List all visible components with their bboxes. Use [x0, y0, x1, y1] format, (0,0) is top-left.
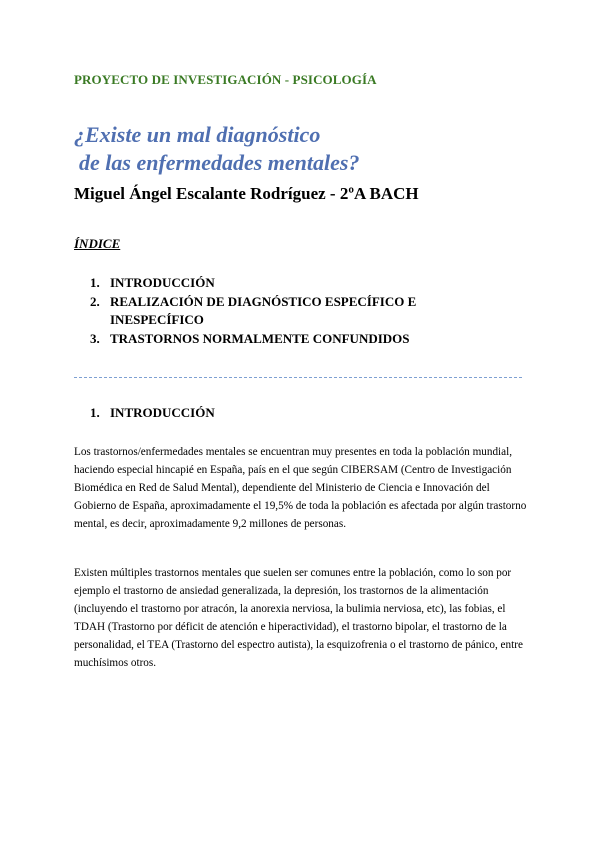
intro-paragraph-2: Existen múltiples trastornos mentales que suelen ser comunes entre la población, como lo son por ejemplo el trastorno de ansiedad generalizada, la depresión, los trastornos de la alimentación (incluyendo el trastorno por atracón, la anorexia nerviosa, la bulimia nerviosa, etc), las fobias, el TDAH (Trastorno por déficit de atención e hiperactividad), el trastorno bipolar, el trastorno de la personalidad, el TEA (Trastorno del espectro autista), la esquizofrenia o el trastorno de pánico, entre muchísimos otros.	[74, 567, 523, 670]
index-item-label	[110, 293, 416, 330]
index-item-label: TRASTORNOS NORMALMENTE CONFUNDIDOS	[110, 330, 410, 346]
section-title: INTRODUCCIÓN	[110, 405, 215, 420]
index-heading: ÍNDICE	[74, 236, 121, 251]
document-title	[74, 121, 359, 177]
index-item	[90, 330, 416, 349]
section-divider	[74, 377, 522, 378]
index-item-label-line2: INESPECÍFICO	[110, 312, 204, 327]
section-number: 1.	[90, 405, 100, 420]
section-heading-introduccion	[90, 405, 215, 421]
index-item-label: INTRODUCCIÓN	[110, 275, 215, 290]
author-line: Miguel Ángel Escalante Rodríguez - 2ºA BACH	[74, 184, 419, 203]
index-list	[90, 274, 416, 348]
index-item-number: 3.	[90, 330, 100, 346]
index-item	[90, 274, 416, 293]
title-line-2: de las enfermedades mentales?	[79, 150, 360, 175]
index-item-label-line1: REALIZACIÓN DE DIAGNÓSTICO ESPECÍFICO E	[110, 293, 417, 309]
title-line-1: ¿Existe un mal diagnóstico	[74, 122, 321, 147]
index-item	[90, 293, 416, 330]
project-header: PROYECTO DE INVESTIGACIÓN - PSICOLOGÍA	[74, 72, 377, 87]
index-item-number: 1.	[90, 275, 100, 290]
intro-paragraph-1: Los trastornos/enfermedades mentales se encuentran muy presentes en toda la población mundial, haciendo especial hincapié en España, país en el que según CIBERSAM (Centro de Investigación Biomédica en Red de Salud Mental), dependiente del Ministerio de Ciencia e Innovación del Gobierno de España, aproximadamente el 19,5% de toda la población es afectada por algún trastorno mental, es decir, aproximadamente 9,2 millones de personas.	[74, 446, 527, 531]
index-item-number: 2.	[90, 293, 100, 309]
